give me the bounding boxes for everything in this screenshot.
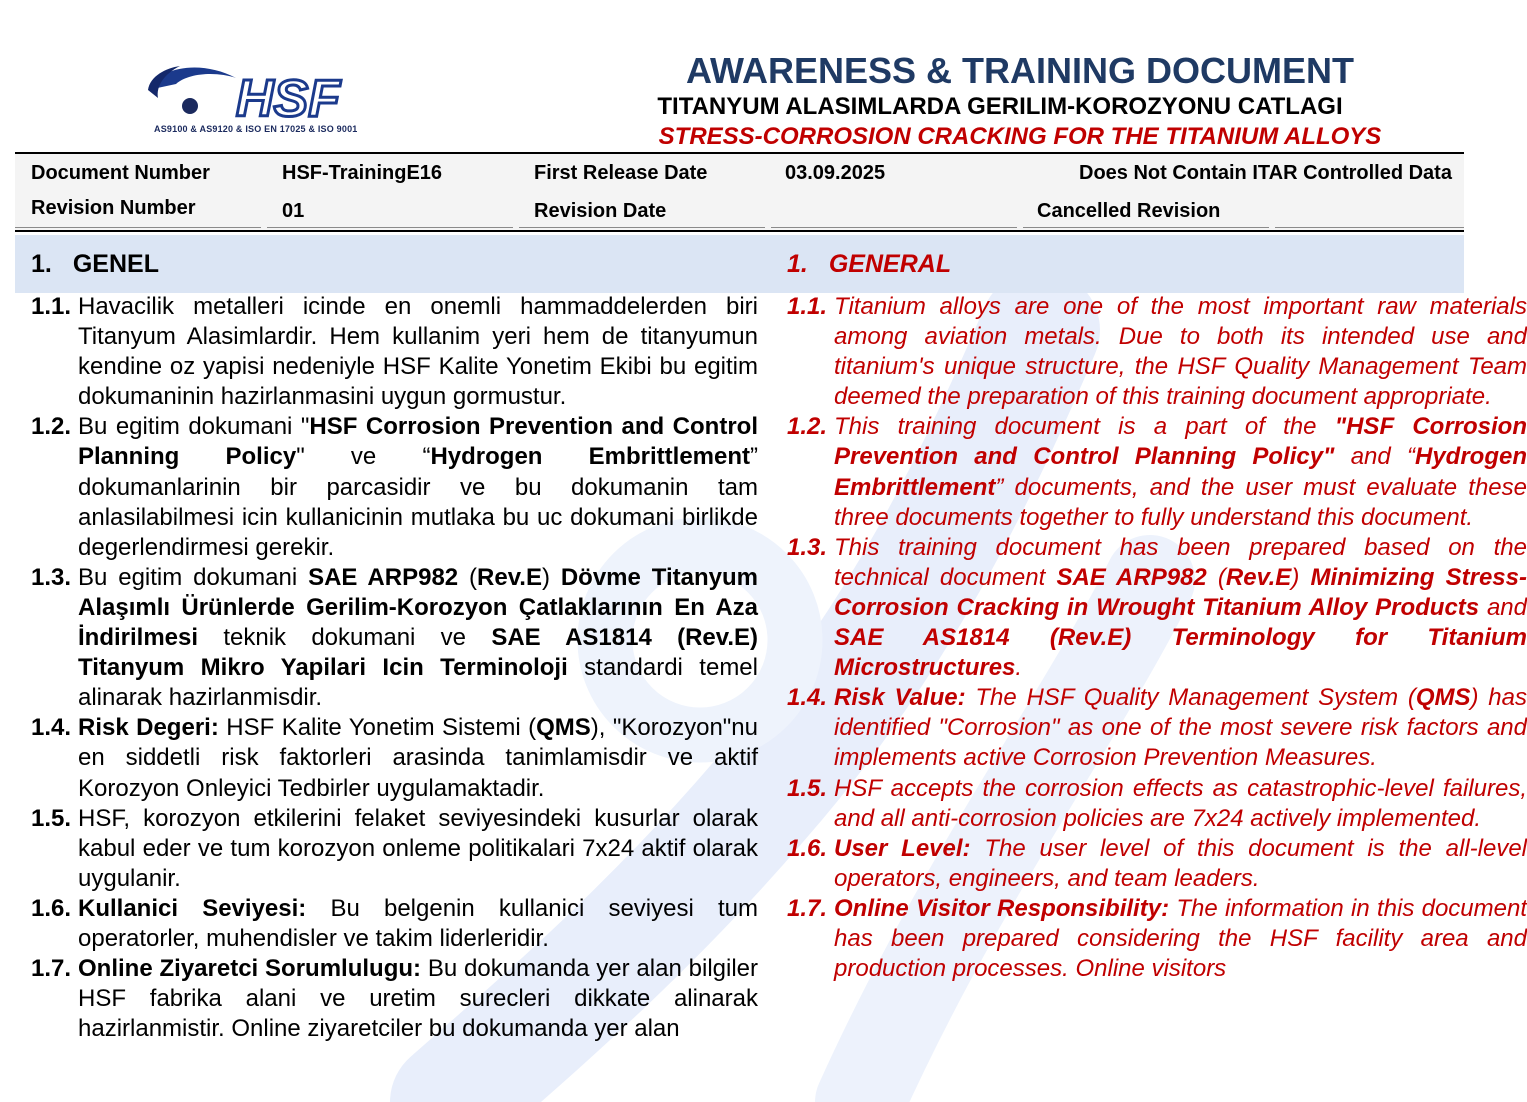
company-logo (140, 58, 400, 140)
tr-item-number: 1.6. (31, 894, 72, 922)
bold-phrase: Rev.E (1225, 563, 1292, 591)
tr-item-text (78, 563, 758, 713)
en-item (787, 683, 1527, 773)
bold-phrase: Hydrogen Embrittlement (834, 443, 1527, 501)
tr-item-text (78, 292, 758, 412)
text-run: Bu dokumanda yer alan bilgiler HSF fabrika alani ve uretim surecleri dikkate alinarak hazirlanmistir. Online ziyaretciler bu dokumanda yer alan (78, 955, 758, 1043)
meta-divider (15, 227, 261, 228)
text-run: Titanium alloys are one of the most important raw materials among aviation metals. Due to both its intended use and titanium's unique structure, the HSF Quality Management Team deemed the preparation of this training document appropriate. (834, 293, 1527, 411)
meta-divider (771, 227, 1017, 228)
tr-item (31, 713, 758, 803)
text-run: ) has identified "Corrosion" as one of the most severe risk factors and implements active Corrosion Prevention Measures. (834, 684, 1527, 772)
text-run: Bu belgenin kullanici seviyesi tum operatorler, muhendisler ve takim liderleridir. (78, 894, 759, 952)
bold-phrase: Online Ziyaretci Sorumlulugu: (78, 955, 422, 983)
document-header (0, 0, 1464, 152)
en-item (787, 292, 1527, 412)
subtitle-turkish: TITANYUM ALASIMLARDA GERILIM-KOROZYONU CATLAGI (657, 93, 1343, 120)
hsf-logo-icon (140, 58, 400, 128)
en-item (787, 894, 1527, 984)
tr-item (31, 894, 758, 954)
text-run: HSF, korozyon etkilerini felaket seviyesindeki kusurlar olarak kabul eder ve tum korozyon onleme politikalari 7x24 aktif olarak uygulanir. (78, 804, 758, 892)
en-item-number: 1.7. (787, 894, 828, 922)
bold-phrase: Risk Degeri: (78, 714, 219, 742)
text-run: Havacilik metalleri icinde en onemli hammaddelerden biri Titanyum Alasimlardir. Hem kullanim yeri hem de titanyumun kendine oz yapisi nedeniyle HSF Kalite Yonetim Ekibi bu egitim dokumaninin hazirlanmasini uygun gormustur. (78, 293, 758, 411)
bold-phrase: QMS (1415, 684, 1471, 712)
section-header-bar (15, 235, 1464, 293)
bold-phrase: HSF Corrosion Prevention and Control Planning Policy (78, 413, 758, 471)
tr-item (31, 412, 758, 562)
en-item (787, 834, 1527, 894)
text-run: The information in this document has been prepared considering the HSF facility area and production processes. Online visitors (834, 894, 1527, 983)
meta-divider (1023, 227, 1269, 228)
text-run: " ve “ (296, 443, 431, 471)
en-item (787, 533, 1527, 683)
bold-phrase: User Level: (834, 834, 971, 862)
section-title-tr (31, 250, 159, 279)
doc-number-value: HSF-TrainingE16 (282, 162, 443, 184)
first-release-value: 03.09.2025 (785, 162, 886, 184)
bold-phrase: Hydrogen Embrittlement (430, 443, 750, 471)
text-run: ), "Korozyon"nu en siddetli risk faktorleri arasinda tanimlamisdir ve aktif Korozyon Onleyici Tedbirler uygulamaktadir. (78, 714, 758, 802)
text-run: This training document has been prepared based on the technical document (834, 533, 1527, 591)
bold-phrase: "HSF Corrosion Prevention and Control Planning Policy" (834, 413, 1527, 471)
en-item-text (834, 533, 1527, 683)
meta-divider (519, 227, 765, 228)
title-block (590, 50, 1460, 152)
text-run: ) (541, 563, 561, 591)
bold-phrase: Risk Value: (834, 684, 966, 712)
tr-item-text (78, 954, 758, 1044)
tr-item-number: 1.5. (31, 804, 72, 832)
en-item-number: 1.1. (787, 293, 828, 320)
first-release-label: First Release Date (534, 162, 708, 184)
text-run: and (1479, 593, 1527, 621)
turkish-column (31, 292, 758, 1044)
itar-note: Does Not Contain ITAR Controlled Data (1079, 162, 1452, 184)
cancelled-revision-label: Cancelled Revision (1037, 200, 1221, 222)
bold-phrase: Kullanici Seviyesi: (78, 894, 307, 922)
tr-item-text (78, 412, 758, 562)
tr-item (31, 563, 758, 713)
document-meta-table (15, 152, 1464, 232)
subtitle-english: STRESS-CORROSION CRACKING FOR THE TITANIUM ALLOYS (658, 123, 1382, 150)
logo-tagline: AS9100 & AS9120 & ISO EN 17025 & ISO 9001 (154, 124, 358, 134)
meta-divider (1275, 227, 1464, 228)
tr-item-number: 1.3. (31, 563, 72, 591)
text-run: ( (1206, 563, 1226, 591)
text-run: teknik dokumani ve (198, 624, 492, 652)
en-item-number: 1.4. (787, 684, 828, 712)
en-item-text (834, 292, 1527, 412)
text-run: standardi temel alinarak hazirlanmisdir. (78, 654, 758, 712)
en-item-number: 1.6. (787, 834, 828, 862)
en-item-number: 1.3. (787, 533, 828, 561)
en-item-text (834, 412, 1527, 532)
en-item-text (834, 834, 1527, 894)
tr-item-number: 1.1. (31, 293, 72, 320)
en-item-text (834, 774, 1527, 834)
en-item-text (834, 894, 1527, 984)
text-run: ” documents, and the user must evaluate these three documents together to fully understand this document. (834, 473, 1527, 531)
tr-item (31, 292, 758, 412)
text-run: HSF Kalite Yonetim Sistemi ( (218, 714, 537, 742)
tr-item (31, 804, 758, 894)
en-item-text (834, 683, 1527, 773)
tr-item-text (78, 894, 758, 954)
tr-item-number: 1.4. (31, 714, 72, 742)
bold-phrase: SAE ARP982 (308, 563, 459, 591)
section-number: 1. (31, 250, 52, 278)
text-run: ” dokumanlarinin bir parcasidir ve bu dokumanin tam anlasilabilmesi icin kullanicinin mutlaka bu uc dokumani birlikde degerlendirmesi gerekir. (78, 443, 758, 561)
en-item (787, 774, 1527, 834)
english-column (787, 292, 1527, 984)
tr-item-text (78, 713, 758, 803)
bold-phrase: SAE ARP982 (1056, 563, 1207, 591)
section-title-en (787, 250, 951, 279)
bold-phrase: SAE AS1814 (Rev.E) Titanyum Mikro Yapilari Icin Terminoloji (78, 624, 759, 682)
text-run: ( (458, 563, 478, 591)
meta-divider (267, 227, 513, 228)
bold-phrase: Dövme Titanyum Alaşımlı Ürünlerde Gerilim-Korozyon Çatlaklarının En Aza İndirilmesi (78, 563, 758, 652)
en-item-number: 1.5. (787, 774, 828, 802)
document-title: AWARENESS & TRAINING DOCUMENT (685, 50, 1355, 91)
bold-phrase: Minimizing Stress-Corrosion Cracking in Wrought Titanium Alloy Products (834, 563, 1527, 621)
bold-phrase: SAE AS1814 (Rev.E) Terminology for Titanium Microstructures (834, 624, 1527, 682)
bold-phrase: Rev.E (477, 563, 542, 591)
revision-number-value: 01 (282, 200, 305, 222)
en-item (787, 412, 1527, 532)
doc-number-label: Document Number (31, 162, 210, 184)
text-run: . (1015, 654, 1023, 682)
en-item-number: 1.2. (787, 413, 828, 441)
text-run: Bu egitim dokumani (78, 563, 309, 591)
revision-date-label: Revision Date (534, 200, 667, 222)
text-run: The user level of this document is the all-level operators, engineers, and team leaders. (834, 834, 1527, 892)
text-run: and “ (1334, 443, 1415, 471)
bold-phrase: QMS (536, 714, 591, 742)
text-run: Bu egitim dokumani " (78, 413, 310, 441)
tr-item (31, 954, 758, 1044)
tr-item-text (78, 804, 758, 894)
revision-number-label: Revision Number (31, 197, 196, 219)
section-number-en: 1. (787, 250, 808, 278)
tr-item-number: 1.7. (31, 955, 72, 983)
text-run: ) (1291, 563, 1311, 591)
bold-phrase: Online Visitor Responsibility: (834, 894, 1170, 922)
tr-item-number: 1.2. (31, 413, 72, 441)
section-heading-tr: GENEL (72, 250, 159, 278)
text-run: HSF accepts the corrosion effects as catastrophic-level failures, and all anti-corrosion policies are 7x24 actively implemented. (834, 774, 1527, 832)
section-heading-en: GENERAL (828, 250, 952, 278)
text-run: This training document is a part of the (834, 413, 1335, 441)
text-run: The HSF Quality Management System ( (965, 684, 1416, 712)
svg-text:HSF: HSF (236, 70, 340, 128)
